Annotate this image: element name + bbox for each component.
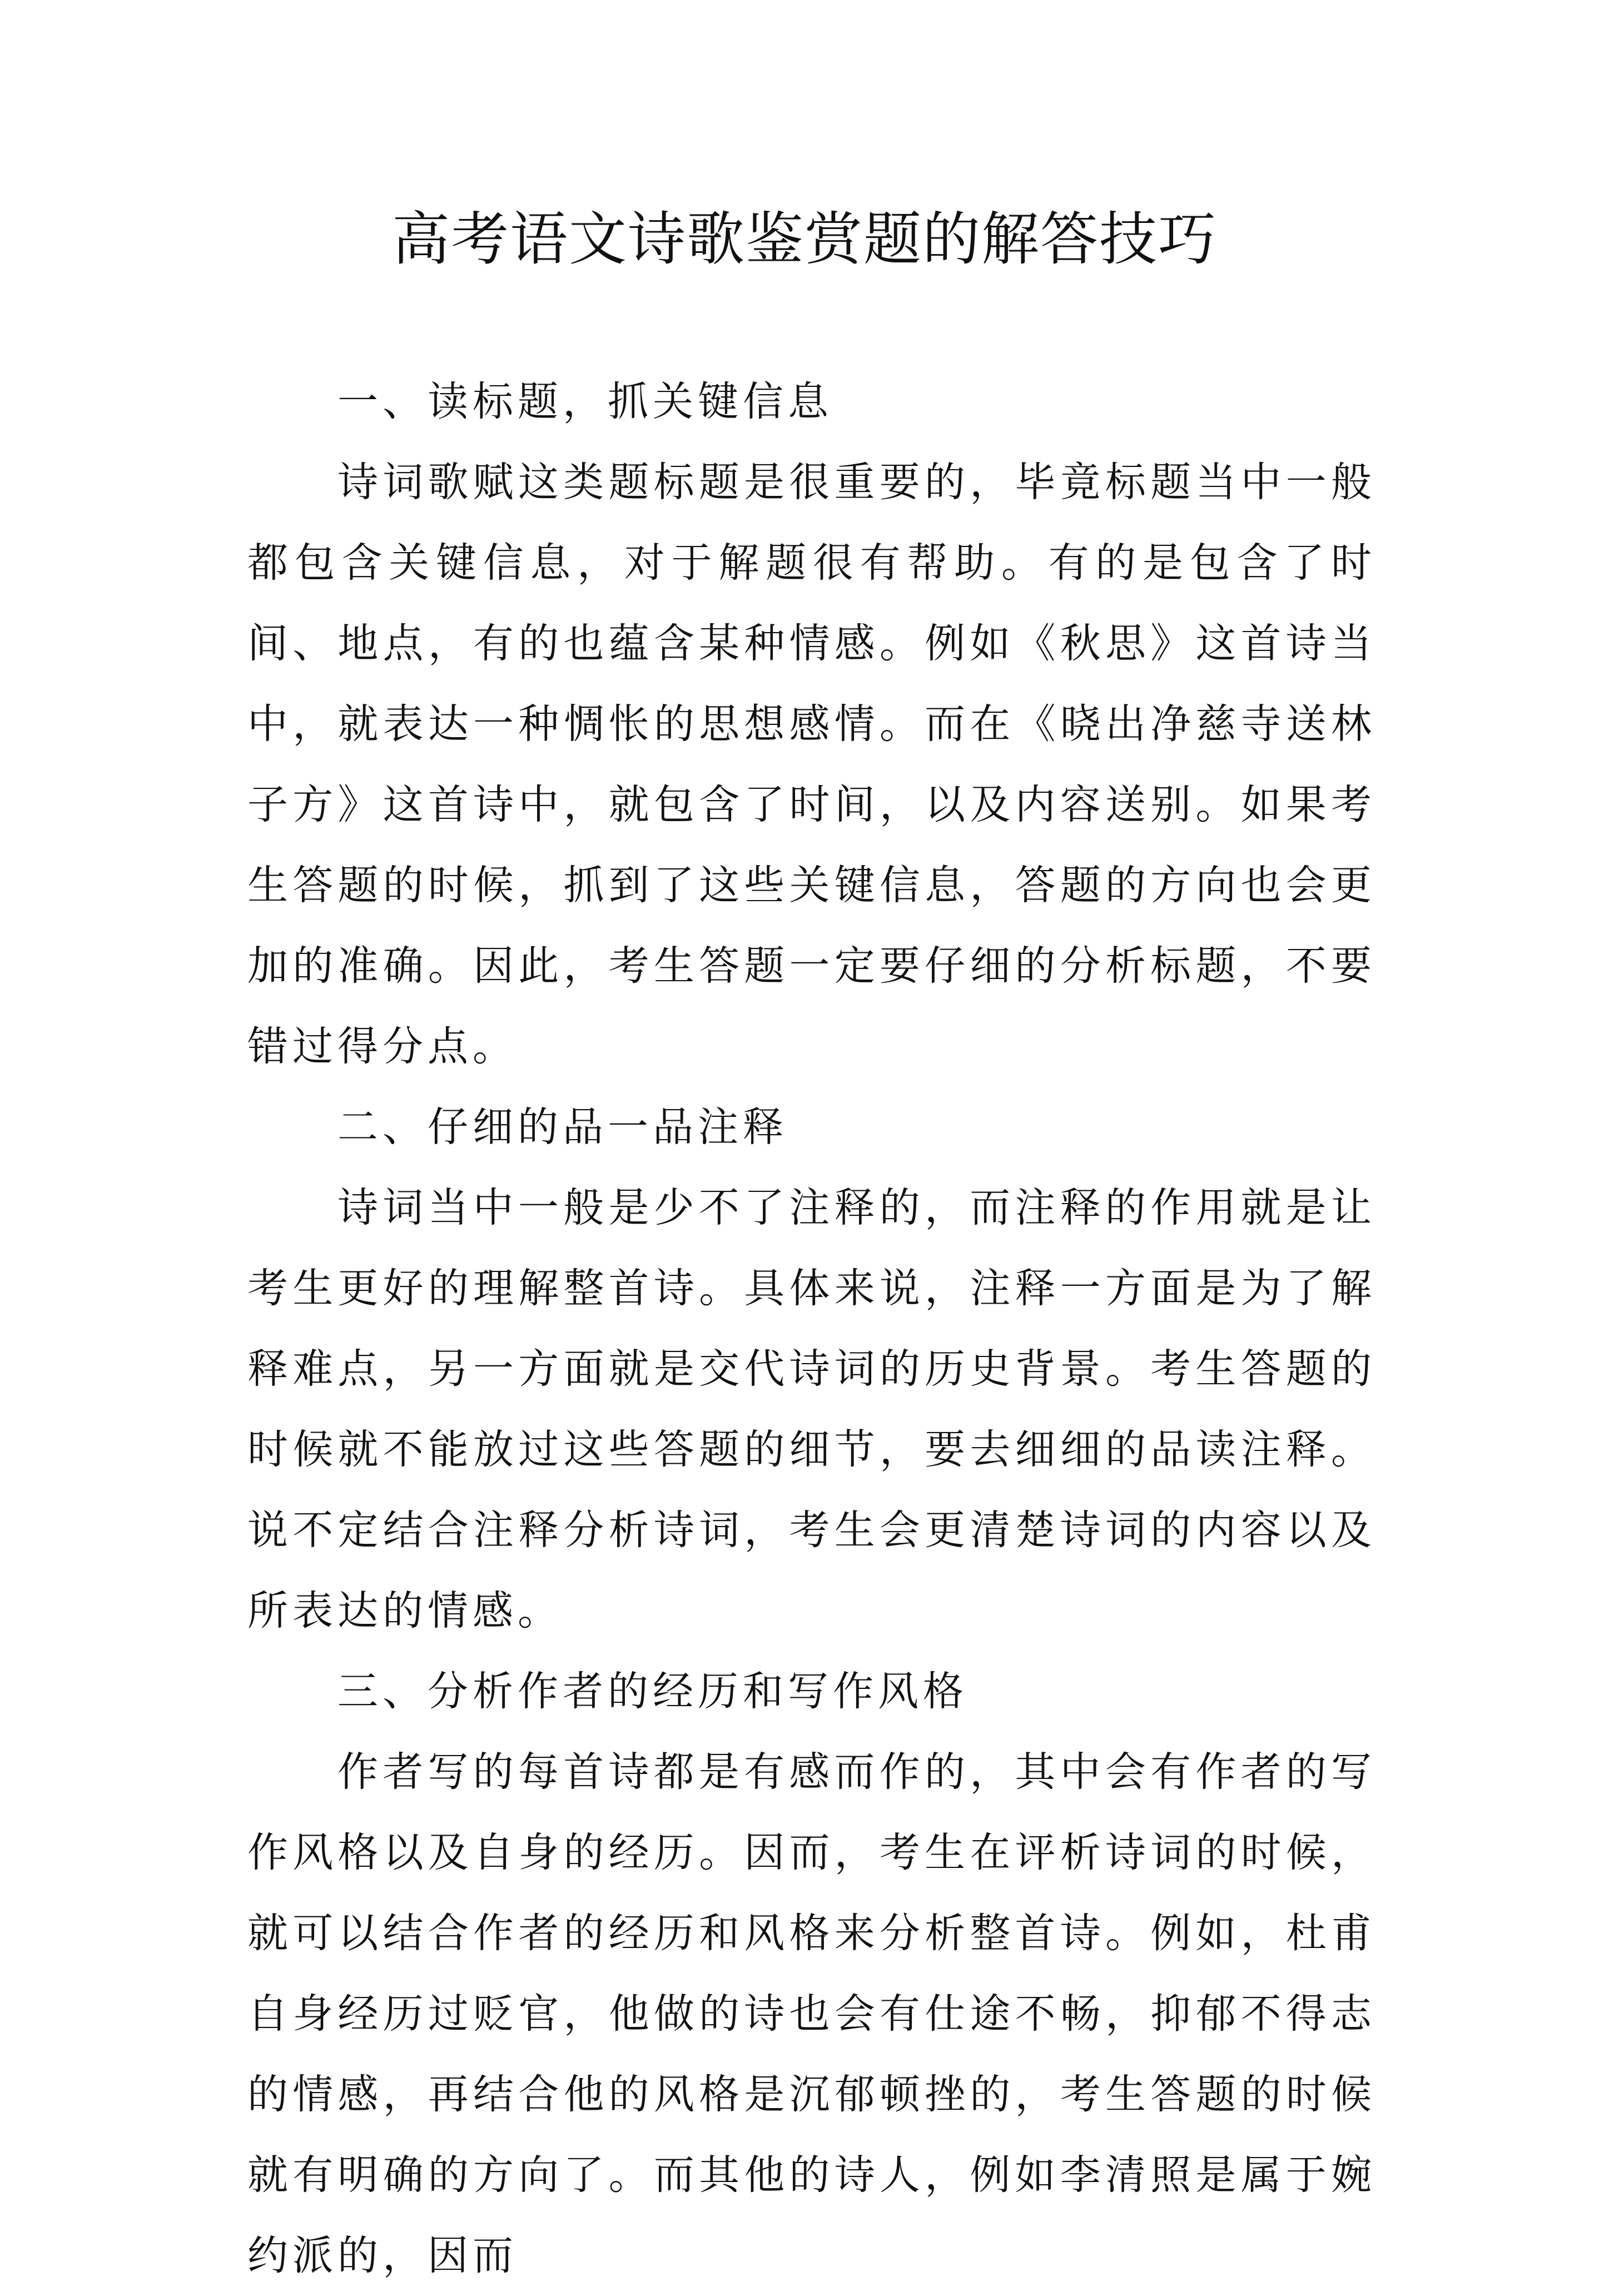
document-title: 高考语文诗歌鉴赏题的解答技巧 <box>391 205 1217 273</box>
section-heading-2: 二、仔细的品一品注释 <box>337 1104 788 1151</box>
section-paragraph-1: 诗词歌赋这类题标题是很重要的，毕竟标题当中一般都包含关键信息，对于解题很有帮助。有的是包含了时间、地点，有的也蕴含某种情感。例如《秋思》这首诗当中，就表达一种惆怅的思想感情。而在《晓出净慈寺送林子方》这首诗中，就包含了时间，以及内容送别。如果考生答题的时候，抓到了这些关键信息，答题的方向也会更加的准确。因此，考生答题一定要仔细的分析标题，不要错过得分点。 <box>247 459 1376 1070</box>
section-heading-1: 一、读标题，抓关键信息 <box>337 378 833 425</box>
section-paragraph-2: 诗词当中一般是少不了注释的，而注释的作用就是让考生更好的理解整首诗。具体来说，注释一方面是为了解释难点，另一方面就是交代诗词的历史背景。考生答题的时候就不能放过这些答题的细节，要去细细的品读注释。说不定结合注释分析诗词，考生会更清楚诗词的内容以及所表达的情感。 <box>247 1184 1376 1634</box>
document-body <box>247 361 1376 2296</box>
section-paragraph-3: 作者写的每首诗都是有感而作的，其中会有作者的写作风格以及自身的经历。因而，考生在评析诗词的时候，就可以结合作者的经历和风格来分析整首诗。例如，杜甫自身经历过贬官，他做的诗也会有仕途不畅，抑郁不得志的情感，再结合他的风格是沉郁顿挫的，考生答题的时候就有明确的方向了。而其他的诗人，例如李清照是属于婉约派的，因而 <box>247 1748 1376 2279</box>
section-heading-3: 三、分析作者的经历和写作风格 <box>337 1668 968 1715</box>
